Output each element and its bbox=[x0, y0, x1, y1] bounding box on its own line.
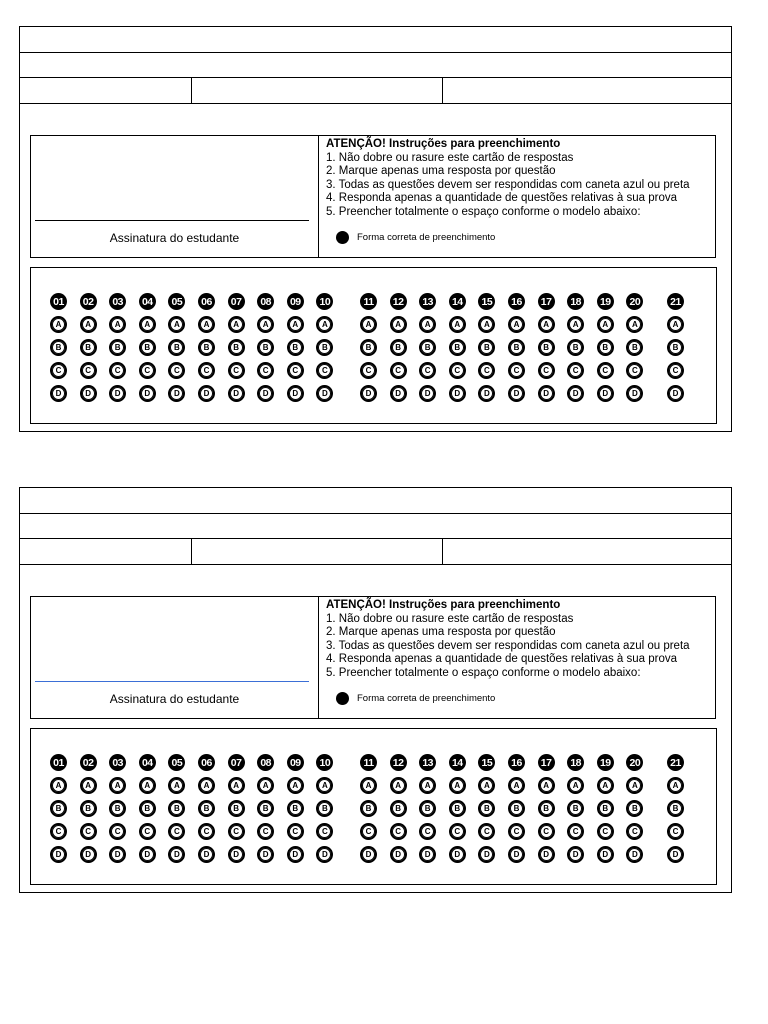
signature-area bbox=[31, 136, 319, 257]
answer-bubble-q01-c[interactable]: C bbox=[50, 362, 67, 379]
answer-bubble-q17-a[interactable]: A bbox=[538, 316, 555, 333]
answer-bubble-q07-c[interactable]: C bbox=[228, 823, 245, 840]
question-number-04: 04 bbox=[139, 754, 156, 771]
answer-bubble-q13-d[interactable]: D bbox=[419, 846, 436, 863]
fill-example-label: Forma correta de preenchimento bbox=[357, 232, 496, 243]
answer-bubble-q11-c[interactable]: C bbox=[360, 823, 377, 840]
answer-bubble-q11-a[interactable]: A bbox=[360, 777, 377, 794]
question-number-10: 10 bbox=[316, 754, 333, 771]
answer-bubble-q04-c[interactable]: C bbox=[139, 823, 156, 840]
answer-bubble-q08-b[interactable]: B bbox=[257, 339, 274, 356]
answer-bubble-q10-d[interactable]: D bbox=[316, 385, 333, 402]
instruction-item: 1. Não dobre ou rasure este cartão de respostas bbox=[326, 151, 574, 164]
answer-bubble-q15-a[interactable]: A bbox=[478, 316, 495, 333]
answer-bubble-q12-a[interactable]: A bbox=[390, 777, 407, 794]
answer-bubble-q03-a[interactable]: A bbox=[109, 316, 126, 333]
question-number-06: 06 bbox=[198, 293, 215, 310]
answer-bubble-q12-a[interactable]: A bbox=[390, 316, 407, 333]
answer-bubble-q06-a[interactable]: A bbox=[198, 316, 215, 333]
answer-bubble-q02-a[interactable]: A bbox=[80, 316, 97, 333]
fill-example-label: Forma correta de preenchimento bbox=[357, 693, 496, 704]
answer-card bbox=[19, 26, 732, 432]
answer-bubble-q12-d[interactable]: D bbox=[390, 846, 407, 863]
answer-bubble-q03-b[interactable]: B bbox=[109, 339, 126, 356]
question-number-11: 11 bbox=[360, 754, 377, 771]
answer-bubble-q20-c[interactable]: C bbox=[626, 823, 643, 840]
answer-bubble-q15-b[interactable]: B bbox=[478, 339, 495, 356]
answer-bubble-q18-c[interactable]: C bbox=[567, 823, 584, 840]
answer-bubble-q21-c[interactable]: C bbox=[667, 362, 684, 379]
answer-bubble-q12-b[interactable]: B bbox=[390, 339, 407, 356]
answer-bubble-q13-d[interactable]: D bbox=[419, 385, 436, 402]
answer-bubble-q07-b[interactable]: B bbox=[228, 339, 245, 356]
question-number-16: 16 bbox=[508, 754, 525, 771]
answer-bubble-q16-a[interactable]: A bbox=[508, 316, 525, 333]
answer-bubble-q10-b[interactable]: B bbox=[316, 800, 333, 817]
answer-bubble-q01-c[interactable]: C bbox=[50, 823, 67, 840]
answer-bubble-q18-a[interactable]: A bbox=[567, 316, 584, 333]
question-number-17: 17 bbox=[538, 754, 555, 771]
answer-bubble-q06-c[interactable]: C bbox=[198, 823, 215, 840]
answer-bubble-q10-a[interactable]: A bbox=[316, 316, 333, 333]
question-number-11: 11 bbox=[360, 293, 377, 310]
answer-bubble-q12-d[interactable]: D bbox=[390, 385, 407, 402]
answer-bubble-q13-b[interactable]: B bbox=[419, 339, 436, 356]
signature-line bbox=[35, 681, 309, 682]
answer-bubble-q04-d[interactable]: D bbox=[139, 385, 156, 402]
answer-bubble-q16-d[interactable]: D bbox=[508, 846, 525, 863]
filled-bubble-icon bbox=[336, 231, 349, 244]
answer-bubble-q01-d[interactable]: D bbox=[50, 385, 67, 402]
answer-bubble-q17-d[interactable]: D bbox=[538, 385, 555, 402]
answer-bubble-q15-c[interactable]: C bbox=[478, 362, 495, 379]
answer-bubble-q12-c[interactable]: C bbox=[390, 362, 407, 379]
question-number-13: 13 bbox=[419, 293, 436, 310]
answer-bubble-q21-d[interactable]: D bbox=[667, 385, 684, 402]
header-row-3 bbox=[20, 539, 731, 565]
answer-bubble-q07-d[interactable]: D bbox=[228, 385, 245, 402]
answer-bubble-q19-d[interactable]: D bbox=[597, 846, 614, 863]
answer-bubble-q16-d[interactable]: D bbox=[508, 385, 525, 402]
answer-bubble-q09-b[interactable]: B bbox=[287, 800, 304, 817]
answer-grid bbox=[50, 754, 700, 864]
answer-bubble-q20-c[interactable]: C bbox=[626, 362, 643, 379]
question-number-10: 10 bbox=[316, 293, 333, 310]
answer-bubble-q05-c[interactable]: C bbox=[168, 362, 185, 379]
answer-bubble-q10-c[interactable]: C bbox=[316, 362, 333, 379]
answer-bubble-q10-c[interactable]: C bbox=[316, 823, 333, 840]
answer-bubble-q15-b[interactable]: B bbox=[478, 800, 495, 817]
answer-bubble-q05-a[interactable]: A bbox=[168, 777, 185, 794]
answer-bubble-q02-b[interactable]: B bbox=[80, 800, 97, 817]
answer-bubble-q20-a[interactable]: A bbox=[626, 777, 643, 794]
answer-bubble-q02-c[interactable]: C bbox=[80, 823, 97, 840]
answer-bubble-q12-b[interactable]: B bbox=[390, 800, 407, 817]
answer-bubble-q19-b[interactable]: B bbox=[597, 339, 614, 356]
answer-bubble-q01-b[interactable]: B bbox=[50, 800, 67, 817]
question-number-21: 21 bbox=[667, 293, 684, 310]
question-number-15: 15 bbox=[478, 754, 495, 771]
answer-bubble-q20-a[interactable]: A bbox=[626, 316, 643, 333]
question-number-12: 12 bbox=[390, 293, 407, 310]
answer-bubble-q03-d[interactable]: D bbox=[109, 385, 126, 402]
question-number-02: 02 bbox=[80, 754, 97, 771]
fill-example bbox=[336, 231, 495, 244]
answer-bubble-q21-d[interactable]: D bbox=[667, 846, 684, 863]
answer-bubble-q13-c[interactable]: C bbox=[419, 362, 436, 379]
answer-grid-box bbox=[30, 728, 717, 885]
answer-bubble-q08-c[interactable]: C bbox=[257, 362, 274, 379]
answer-bubble-q13-a[interactable]: A bbox=[419, 316, 436, 333]
answer-bubble-q15-d[interactable]: D bbox=[478, 385, 495, 402]
answer-bubble-q06-a[interactable]: A bbox=[198, 777, 215, 794]
question-number-01: 01 bbox=[50, 754, 67, 771]
question-number-16: 16 bbox=[508, 293, 525, 310]
answer-bubble-q10-b[interactable]: B bbox=[316, 339, 333, 356]
answer-bubble-q03-c[interactable]: C bbox=[109, 362, 126, 379]
answer-bubble-q13-a[interactable]: A bbox=[419, 777, 436, 794]
question-number-08: 08 bbox=[257, 293, 274, 310]
answer-grid-box bbox=[30, 267, 717, 424]
answer-bubble-q18-d[interactable]: D bbox=[567, 846, 584, 863]
question-number-20: 20 bbox=[626, 754, 643, 771]
question-number-08: 08 bbox=[257, 754, 274, 771]
answer-bubble-q16-a[interactable]: A bbox=[508, 777, 525, 794]
answer-bubble-q07-a[interactable]: A bbox=[228, 777, 245, 794]
instruction-item: 5. Preencher totalmente o espaço conforme o modelo abaixo: bbox=[326, 205, 641, 218]
question-number-06: 06 bbox=[198, 754, 215, 771]
answer-bubble-q05-d[interactable]: D bbox=[168, 385, 185, 402]
answer-bubble-q19-a[interactable]: A bbox=[597, 777, 614, 794]
answer-bubble-q19-c[interactable]: C bbox=[597, 823, 614, 840]
answer-bubble-q01-d[interactable]: D bbox=[50, 846, 67, 863]
info-box bbox=[30, 596, 716, 719]
answer-bubble-q09-c[interactable]: C bbox=[287, 823, 304, 840]
answer-bubble-q14-a[interactable]: A bbox=[449, 316, 466, 333]
header-row-1 bbox=[20, 488, 731, 514]
header-field-1 bbox=[20, 539, 192, 564]
answer-bubble-q07-a[interactable]: A bbox=[228, 316, 245, 333]
answer-bubble-q03-b[interactable]: B bbox=[109, 800, 126, 817]
signature-area bbox=[31, 597, 319, 718]
question-number-14: 14 bbox=[449, 754, 466, 771]
question-number-09: 09 bbox=[287, 293, 304, 310]
answer-bubble-q01-a[interactable]: A bbox=[50, 777, 67, 794]
answer-bubble-q04-a[interactable]: A bbox=[139, 316, 156, 333]
question-number-02: 02 bbox=[80, 293, 97, 310]
info-box bbox=[30, 135, 716, 258]
fill-example bbox=[336, 692, 495, 705]
answer-bubble-q20-d[interactable]: D bbox=[626, 385, 643, 402]
answer-bubble-q21-b[interactable]: B bbox=[667, 800, 684, 817]
answer-bubble-q04-a[interactable]: A bbox=[139, 777, 156, 794]
answer-bubble-q05-c[interactable]: C bbox=[168, 823, 185, 840]
question-number-19: 19 bbox=[597, 754, 614, 771]
answer-bubble-q02-c[interactable]: C bbox=[80, 362, 97, 379]
answer-bubble-q03-c[interactable]: C bbox=[109, 823, 126, 840]
answer-bubble-q08-b[interactable]: B bbox=[257, 800, 274, 817]
answer-bubble-q04-d[interactable]: D bbox=[139, 846, 156, 863]
answer-bubble-q14-b[interactable]: B bbox=[449, 800, 466, 817]
answer-bubble-q17-b[interactable]: B bbox=[538, 800, 555, 817]
question-number-09: 09 bbox=[287, 754, 304, 771]
answer-bubble-q09-a[interactable]: A bbox=[287, 316, 304, 333]
answer-bubble-q11-c[interactable]: C bbox=[360, 362, 377, 379]
answer-bubble-q08-a[interactable]: A bbox=[257, 316, 274, 333]
answer-bubble-q11-b[interactable]: B bbox=[360, 800, 377, 817]
header-row-2 bbox=[20, 514, 731, 539]
question-number-20: 20 bbox=[626, 293, 643, 310]
answer-bubble-q14-c[interactable]: C bbox=[449, 362, 466, 379]
answer-bubble-q03-d[interactable]: D bbox=[109, 846, 126, 863]
answer-bubble-q14-c[interactable]: C bbox=[449, 823, 466, 840]
question-number-12: 12 bbox=[390, 754, 407, 771]
answer-bubble-q14-d[interactable]: D bbox=[449, 385, 466, 402]
answer-bubble-q09-c[interactable]: C bbox=[287, 362, 304, 379]
answer-bubble-q08-c[interactable]: C bbox=[257, 823, 274, 840]
instruction-item: 3. Todas as questões devem ser respondidas com caneta azul ou preta bbox=[326, 639, 690, 652]
answer-bubble-q05-d[interactable]: D bbox=[168, 846, 185, 863]
answer-bubble-q18-d[interactable]: D bbox=[567, 385, 584, 402]
answer-bubble-q09-d[interactable]: D bbox=[287, 385, 304, 402]
answer-bubble-q04-b[interactable]: B bbox=[139, 339, 156, 356]
question-number-01: 01 bbox=[50, 293, 67, 310]
instructions-title: ATENÇÃO! Instruções para preenchimento bbox=[326, 138, 561, 150]
answer-bubble-q17-d[interactable]: D bbox=[538, 846, 555, 863]
answer-bubble-q15-d[interactable]: D bbox=[478, 846, 495, 863]
answer-bubble-q02-d[interactable]: D bbox=[80, 846, 97, 863]
answer-bubble-q14-a[interactable]: A bbox=[449, 777, 466, 794]
answer-bubble-q21-b[interactable]: B bbox=[667, 339, 684, 356]
instruction-item: 1. Não dobre ou rasure este cartão de respostas bbox=[326, 612, 574, 625]
signature-label: Assinatura do estudante bbox=[109, 692, 240, 706]
answer-bubble-q17-c[interactable]: C bbox=[538, 362, 555, 379]
answer-bubble-q11-d[interactable]: D bbox=[360, 385, 377, 402]
answer-bubble-q20-d[interactable]: D bbox=[626, 846, 643, 863]
answer-bubble-q16-b[interactable]: B bbox=[508, 339, 525, 356]
question-number-03: 03 bbox=[109, 293, 126, 310]
answer-bubble-q10-a[interactable]: A bbox=[316, 777, 333, 794]
answer-bubble-q02-b[interactable]: B bbox=[80, 339, 97, 356]
answer-bubble-q18-b[interactable]: B bbox=[567, 339, 584, 356]
answer-bubble-q02-a[interactable]: A bbox=[80, 777, 97, 794]
answer-bubble-q19-c[interactable]: C bbox=[597, 362, 614, 379]
answer-bubble-q19-d[interactable]: D bbox=[597, 385, 614, 402]
answer-bubble-q17-b[interactable]: B bbox=[538, 339, 555, 356]
answer-bubble-q06-b[interactable]: B bbox=[198, 339, 215, 356]
header-field-2 bbox=[192, 539, 443, 564]
answer-bubble-q19-a[interactable]: A bbox=[597, 316, 614, 333]
answer-bubble-q17-c[interactable]: C bbox=[538, 823, 555, 840]
answer-bubble-q06-d[interactable]: D bbox=[198, 846, 215, 863]
answer-bubble-q16-c[interactable]: C bbox=[508, 823, 525, 840]
header-field-3 bbox=[443, 539, 731, 564]
answer-bubble-q20-b[interactable]: B bbox=[626, 800, 643, 817]
answer-bubble-q13-c[interactable]: C bbox=[419, 823, 436, 840]
answer-bubble-q02-d[interactable]: D bbox=[80, 385, 97, 402]
answer-bubble-q16-b[interactable]: B bbox=[508, 800, 525, 817]
question-number-03: 03 bbox=[109, 754, 126, 771]
answer-bubble-q15-c[interactable]: C bbox=[478, 823, 495, 840]
answer-bubble-q11-a[interactable]: A bbox=[360, 316, 377, 333]
answer-bubble-q08-d[interactable]: D bbox=[257, 385, 274, 402]
header-row-2 bbox=[20, 53, 731, 78]
signature-label: Assinatura do estudante bbox=[109, 231, 240, 245]
answer-bubble-q20-b[interactable]: B bbox=[626, 339, 643, 356]
question-number-13: 13 bbox=[419, 754, 436, 771]
answer-bubble-q13-b[interactable]: B bbox=[419, 800, 436, 817]
question-number-15: 15 bbox=[478, 293, 495, 310]
instructions-title: ATENÇÃO! Instruções para preenchimento bbox=[326, 599, 561, 611]
answer-grid bbox=[50, 293, 700, 403]
answer-bubble-q09-b[interactable]: B bbox=[287, 339, 304, 356]
question-number-05: 05 bbox=[168, 293, 185, 310]
instruction-item: 3. Todas as questões devem ser respondidas com caneta azul ou preta bbox=[326, 178, 690, 191]
answer-bubble-q06-b[interactable]: B bbox=[198, 800, 215, 817]
header-row-1 bbox=[20, 27, 731, 53]
answer-bubble-q06-c[interactable]: C bbox=[198, 362, 215, 379]
instructions bbox=[326, 138, 709, 219]
header-field-2 bbox=[192, 78, 443, 103]
answer-bubble-q08-a[interactable]: A bbox=[257, 777, 274, 794]
answer-bubble-q07-c[interactable]: C bbox=[228, 362, 245, 379]
header-field-3 bbox=[443, 78, 731, 103]
answer-bubble-q05-b[interactable]: B bbox=[168, 339, 185, 356]
answer-bubble-q18-a[interactable]: A bbox=[567, 777, 584, 794]
question-number-07: 07 bbox=[228, 754, 245, 771]
answer-bubble-q05-b[interactable]: B bbox=[168, 800, 185, 817]
answer-bubble-q09-d[interactable]: D bbox=[287, 846, 304, 863]
answer-bubble-q10-d[interactable]: D bbox=[316, 846, 333, 863]
answer-bubble-q08-d[interactable]: D bbox=[257, 846, 274, 863]
question-number-19: 19 bbox=[597, 293, 614, 310]
filled-bubble-icon bbox=[336, 692, 349, 705]
answer-bubble-q18-c[interactable]: C bbox=[567, 362, 584, 379]
answer-bubble-q21-a[interactable]: A bbox=[667, 777, 684, 794]
instruction-item: 2. Marque apenas uma resposta por questão bbox=[326, 165, 556, 177]
instruction-item: 4. Responda apenas a quantidade de questões relativas à sua prova bbox=[326, 192, 678, 204]
answer-bubble-q18-b[interactable]: B bbox=[567, 800, 584, 817]
question-number-05: 05 bbox=[168, 754, 185, 771]
question-number-14: 14 bbox=[449, 293, 466, 310]
answer-bubble-q11-b[interactable]: B bbox=[360, 339, 377, 356]
answer-bubble-q21-c[interactable]: C bbox=[667, 823, 684, 840]
answer-bubble-q01-a[interactable]: A bbox=[50, 316, 67, 333]
answer-bubble-q07-b[interactable]: B bbox=[228, 800, 245, 817]
question-number-18: 18 bbox=[567, 293, 584, 310]
answer-bubble-q16-c[interactable]: C bbox=[508, 362, 525, 379]
question-number-17: 17 bbox=[538, 293, 555, 310]
answer-bubble-q01-b[interactable]: B bbox=[50, 339, 67, 356]
signature-line bbox=[35, 220, 309, 221]
instruction-item: 2. Marque apenas uma resposta por questão bbox=[326, 626, 556, 638]
question-number-04: 04 bbox=[139, 293, 156, 310]
question-number-18: 18 bbox=[567, 754, 584, 771]
answer-bubble-q15-a[interactable]: A bbox=[478, 777, 495, 794]
instructions bbox=[326, 599, 709, 680]
instruction-item: 5. Preencher totalmente o espaço conforme o modelo abaixo: bbox=[326, 666, 641, 679]
answer-bubble-q07-d[interactable]: D bbox=[228, 846, 245, 863]
answer-bubble-q05-a[interactable]: A bbox=[168, 316, 185, 333]
instruction-item: 4. Responda apenas a quantidade de questões relativas à sua prova bbox=[326, 653, 678, 665]
answer-bubble-q04-c[interactable]: C bbox=[139, 362, 156, 379]
answer-bubble-q21-a[interactable]: A bbox=[667, 316, 684, 333]
answer-bubble-q12-c[interactable]: C bbox=[390, 823, 407, 840]
answer-bubble-q14-d[interactable]: D bbox=[449, 846, 466, 863]
answer-bubble-q19-b[interactable]: B bbox=[597, 800, 614, 817]
answer-bubble-q04-b[interactable]: B bbox=[139, 800, 156, 817]
question-number-21: 21 bbox=[667, 754, 684, 771]
answer-bubble-q17-a[interactable]: A bbox=[538, 777, 555, 794]
header-field-1 bbox=[20, 78, 192, 103]
question-number-07: 07 bbox=[228, 293, 245, 310]
header-row-3 bbox=[20, 78, 731, 104]
answer-bubble-q06-d[interactable]: D bbox=[198, 385, 215, 402]
answer-bubble-q09-a[interactable]: A bbox=[287, 777, 304, 794]
answer-bubble-q03-a[interactable]: A bbox=[109, 777, 126, 794]
answer-card bbox=[19, 487, 732, 893]
answer-bubble-q11-d[interactable]: D bbox=[360, 846, 377, 863]
answer-bubble-q14-b[interactable]: B bbox=[449, 339, 466, 356]
